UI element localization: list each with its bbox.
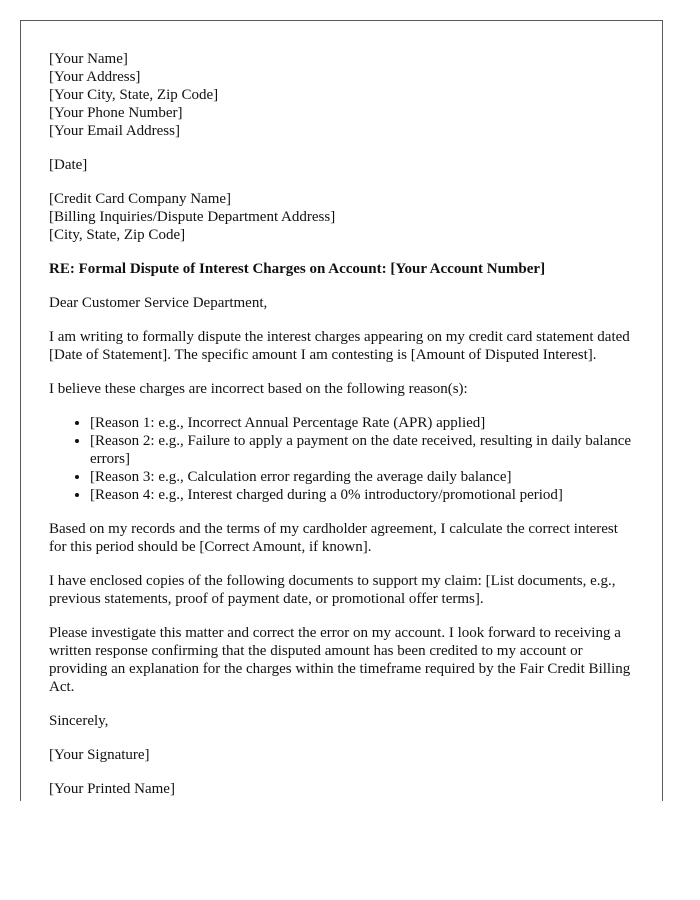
signature-line: [Your Signature] (49, 747, 150, 763)
list-item: • [Reason 1: e.g., Incorrect Annual Percentage Rate (APR) applied] (90, 414, 634, 432)
salutation: Dear Customer Service Department, (49, 295, 268, 311)
calculation-paragraph: Based on my records and the terms of my cardholder agreement, I calculate the correct interest for this period should be [Correct Amount, if known]. (49, 521, 618, 555)
subject-line: RE: Formal Dispute of Interest Charges on Account: [Your Account Number] (49, 261, 546, 277)
list-item: • [Reason 3: e.g., Calculation error regarding the average daily balance] (90, 468, 634, 486)
reasons-list (49, 414, 634, 504)
closing: Sincerely, (49, 713, 109, 729)
intro-paragraph: I am writing to formally dispute the interest charges appearing on my credit card statement dated [Date of Statement]. The specific amount I am contesting is [Amount of Disputed Interest]. (49, 329, 630, 363)
letter-content (21, 21, 662, 798)
sender-block (49, 50, 634, 140)
sender-email: [Your Email Address] (49, 123, 180, 139)
reasons-lead-paragraph: I believe these charges are incorrect based on the following reason(s): (49, 381, 468, 397)
sender-city-state-zip: [Your City, State, Zip Code] (49, 87, 219, 103)
date-line: [Date] (49, 157, 88, 173)
request-paragraph: Please investigate this matter and correct the error on my account. I look forward to receiving a written response confirming that the disputed amount has been credited to my account or providing an explanation for the charges within the timeframe required by the Fair Credit Billing Act. (49, 625, 631, 695)
enclosures-paragraph: I have enclosed copies of the following documents to support my claim: [List documents, e.g., previous statements, proof of payment date, or promotional offer terms]. (49, 573, 616, 607)
sender-address: [Your Address] (49, 69, 141, 85)
recipient-department-address: [Billing Inquiries/Dispute Department Address] (49, 209, 336, 225)
list-item: • [Reason 2: e.g., Failure to apply a payment on the date received, resulting in daily balance errors] (90, 432, 634, 468)
sender-name: [Your Name] (49, 51, 128, 67)
letter-page (20, 20, 663, 801)
recipient-city-state-zip: [City, State, Zip Code] (49, 227, 186, 243)
sender-phone: [Your Phone Number] (49, 105, 183, 121)
printed-name-line: [Your Printed Name] (49, 781, 175, 797)
recipient-block (49, 190, 634, 244)
recipient-company: [Credit Card Company Name] (49, 191, 232, 207)
list-item: • [Reason 4: e.g., Interest charged during a 0% introductory/promotional period] (90, 486, 634, 504)
